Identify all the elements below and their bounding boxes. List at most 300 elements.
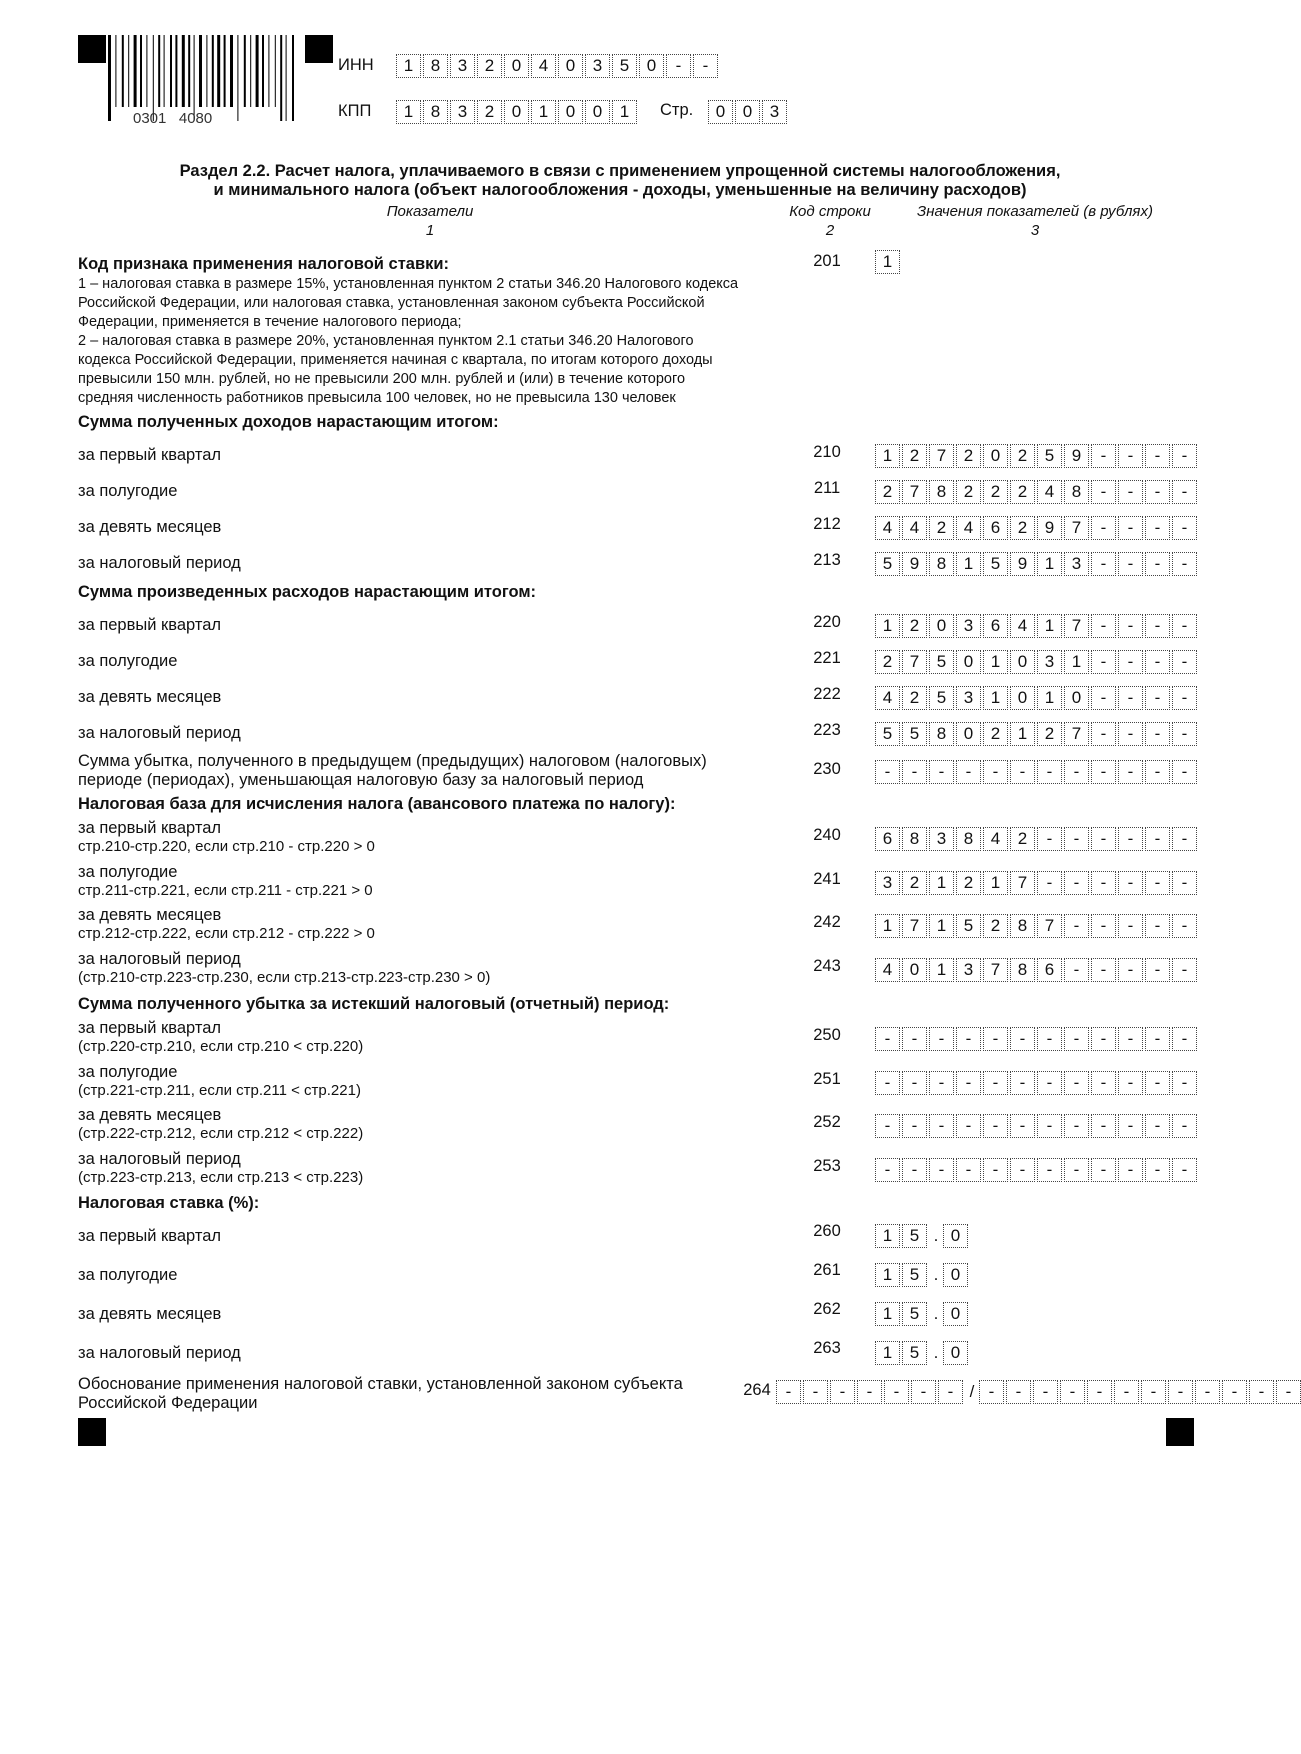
r243-cell-3[interactable]: 1 xyxy=(929,958,954,982)
r240-cell-5[interactable]: 4 xyxy=(983,827,1008,851)
section-title-line1: Раздел 2.2. Расчет налога, уплачиваемого в связи с применением упрощенной системы налогообложения, xyxy=(179,162,1061,180)
r251-cell-6[interactable]: - xyxy=(1010,1071,1035,1095)
r223-cell-9[interactable]: - xyxy=(1091,722,1116,746)
r223-cell-10[interactable]: - xyxy=(1118,722,1143,746)
corner-marker-top-right xyxy=(305,35,333,63)
r242-cell-7[interactable]: 7 xyxy=(1037,914,1062,938)
r220-cell-12[interactable]: - xyxy=(1172,614,1197,638)
r253-cell-7[interactable]: - xyxy=(1037,1158,1062,1182)
r264-right-cell-12[interactable]: - xyxy=(1276,1380,1301,1404)
r213-cell-3[interactable]: 8 xyxy=(929,552,954,576)
r222-cell-6[interactable]: 0 xyxy=(1010,686,1035,710)
r223-cell-8[interactable]: 7 xyxy=(1064,722,1089,746)
r251-cell-8[interactable]: - xyxy=(1064,1071,1089,1095)
amount-field-222[interactable] xyxy=(875,686,1197,710)
rate-field-260[interactable] xyxy=(875,1224,968,1248)
r213-cell-7[interactable]: 1 xyxy=(1037,552,1062,576)
r211-cell-12[interactable]: - xyxy=(1172,480,1197,504)
r264-left-cell-4[interactable]: - xyxy=(857,1380,882,1404)
r220-cell-4[interactable]: 3 xyxy=(956,614,981,638)
inn-cell-7: 0 xyxy=(558,54,583,78)
r252-cell-9[interactable]: - xyxy=(1091,1114,1116,1138)
amount-field-241[interactable] xyxy=(875,871,1197,895)
r241-cell-11[interactable]: - xyxy=(1145,871,1170,895)
r230-field[interactable] xyxy=(875,760,1197,784)
r241-cell-5[interactable]: 1 xyxy=(983,871,1008,895)
r243-cell-7[interactable]: 6 xyxy=(1037,958,1062,982)
r253-cell-1[interactable]: - xyxy=(875,1158,900,1182)
inn-cell-1: 1 xyxy=(396,54,421,78)
r221-cell-8[interactable]: 1 xyxy=(1064,650,1089,674)
r264-left-cell-7[interactable]: - xyxy=(938,1380,963,1404)
r210-cell-2[interactable]: 2 xyxy=(902,444,927,468)
r251-cell-11[interactable]: - xyxy=(1145,1071,1170,1095)
r250-cell-10[interactable]: - xyxy=(1118,1027,1143,1051)
r252-cell-11[interactable]: - xyxy=(1145,1114,1170,1138)
r252-cell-5[interactable]: - xyxy=(983,1114,1008,1138)
r264-right-cell-6[interactable]: - xyxy=(1114,1380,1139,1404)
r242-cell-11[interactable]: - xyxy=(1145,914,1170,938)
r222-cell-5[interactable]: 1 xyxy=(983,686,1008,710)
r253-cell-2[interactable]: - xyxy=(902,1158,927,1182)
r240-cell-4[interactable]: 8 xyxy=(956,827,981,851)
r221-cell-12[interactable]: - xyxy=(1172,650,1197,674)
r221-cell-6[interactable]: 0 xyxy=(1010,650,1035,674)
page-cell-3: 3 xyxy=(762,100,787,124)
income-row-label: за девять месяцев xyxy=(78,518,222,536)
r243-cell-1[interactable]: 4 xyxy=(875,958,900,982)
income-row-code-213: 213 xyxy=(813,551,841,569)
r242-cell-9[interactable]: - xyxy=(1091,914,1116,938)
r230-cell-12[interactable]: - xyxy=(1172,760,1197,784)
r240-cell-12[interactable]: - xyxy=(1172,827,1197,851)
r252-cell-8[interactable]: - xyxy=(1064,1114,1089,1138)
r230-cell-9[interactable]: - xyxy=(1091,760,1116,784)
r263-int-cell-2[interactable]: 5 xyxy=(902,1341,927,1365)
r230-cell-11[interactable]: - xyxy=(1145,760,1170,784)
r212-cell-5[interactable]: 6 xyxy=(983,516,1008,540)
r211-cell-8[interactable]: 8 xyxy=(1064,480,1089,504)
loss-row-label: за девять месяцев (стр.222-стр.212, если стр.212 < стр.222) xyxy=(78,1106,364,1142)
r264-right-cell-3[interactable]: - xyxy=(1033,1380,1058,1404)
r223-cell-3[interactable]: 8 xyxy=(929,722,954,746)
r230-cell-5[interactable]: - xyxy=(983,760,1008,784)
r242-cell-10[interactable]: - xyxy=(1118,914,1143,938)
kpp-label: КПП xyxy=(338,102,372,120)
r223-cell-12[interactable]: - xyxy=(1172,722,1197,746)
amount-field-251[interactable] xyxy=(875,1071,1197,1095)
r250-cell-8[interactable]: - xyxy=(1064,1027,1089,1051)
rate-row-label: за полугодие xyxy=(78,1266,178,1284)
r222-cell-10[interactable]: - xyxy=(1118,686,1143,710)
rate-row-code-262: 262 xyxy=(813,1300,841,1318)
r210-cell-8[interactable]: 9 xyxy=(1064,444,1089,468)
r264-right-cell-4[interactable]: - xyxy=(1060,1380,1085,1404)
r221-cell-2[interactable]: 7 xyxy=(902,650,927,674)
amount-field-220[interactable] xyxy=(875,614,1197,638)
r253-cell-8[interactable]: - xyxy=(1064,1158,1089,1182)
r222-cell-12[interactable]: - xyxy=(1172,686,1197,710)
rate-field-262[interactable] xyxy=(875,1302,968,1326)
r241-cell-4[interactable]: 2 xyxy=(956,871,981,895)
r264-left-cell-3[interactable]: - xyxy=(830,1380,855,1404)
r210-cell-5[interactable]: 0 xyxy=(983,444,1008,468)
r213-cell-4[interactable]: 1 xyxy=(956,552,981,576)
r252-cell-7[interactable]: - xyxy=(1037,1114,1062,1138)
r221-cell-7[interactable]: 3 xyxy=(1037,650,1062,674)
kpp-field xyxy=(396,100,637,124)
r221-cell-5[interactable]: 1 xyxy=(983,650,1008,674)
amount-field-240[interactable] xyxy=(875,827,1197,851)
r230-cell-2[interactable]: - xyxy=(902,760,927,784)
rate-field-263[interactable] xyxy=(875,1341,968,1365)
r253-cell-6[interactable]: - xyxy=(1010,1158,1035,1182)
r263-int-cell-1[interactable]: 1 xyxy=(875,1341,900,1365)
income-row-code-210: 210 xyxy=(813,443,841,461)
r250-cell-1[interactable]: - xyxy=(875,1027,900,1051)
r223-cell-7[interactable]: 2 xyxy=(1037,722,1062,746)
r213-cell-8[interactable]: 3 xyxy=(1064,552,1089,576)
r242-cell-4[interactable]: 5 xyxy=(956,914,981,938)
r211-cell-2[interactable]: 7 xyxy=(902,480,927,504)
r201-field[interactable] xyxy=(875,250,900,274)
r222-cell-3[interactable]: 5 xyxy=(929,686,954,710)
r211-cell-7[interactable]: 4 xyxy=(1037,480,1062,504)
r264-right-cell-5[interactable]: - xyxy=(1087,1380,1112,1404)
r251-cell-3[interactable]: - xyxy=(929,1071,954,1095)
amount-field-252[interactable] xyxy=(875,1114,1197,1138)
r222-cell-2[interactable]: 2 xyxy=(902,686,927,710)
r241-cell-12[interactable]: - xyxy=(1172,871,1197,895)
amount-field-243[interactable] xyxy=(875,958,1197,982)
r250-cell-9[interactable]: - xyxy=(1091,1027,1116,1051)
r220-cell-8[interactable]: 7 xyxy=(1064,614,1089,638)
r240-cell-8[interactable]: - xyxy=(1064,827,1089,851)
r262-int-cell-2[interactable]: 5 xyxy=(902,1302,927,1326)
r211-cell-11[interactable]: - xyxy=(1145,480,1170,504)
income-row-label: за первый квартал xyxy=(78,446,222,464)
r243-cell-9[interactable]: - xyxy=(1091,958,1116,982)
r241-cell-10[interactable]: - xyxy=(1118,871,1143,895)
r253-cell-3[interactable]: - xyxy=(929,1158,954,1182)
r242-cell-12[interactable]: - xyxy=(1172,914,1197,938)
r220-cell-11[interactable]: - xyxy=(1145,614,1170,638)
base-row-code-243: 243 xyxy=(813,956,841,975)
expenses-row-label: за девять месяцев xyxy=(78,688,222,706)
r221-cell-9[interactable]: - xyxy=(1091,650,1116,674)
r241-cell-3[interactable]: 1 xyxy=(929,871,954,895)
base-row-code-241: 241 xyxy=(813,869,841,888)
r252-cell-1[interactable]: - xyxy=(875,1114,900,1138)
expenses-row-code-221: 221 xyxy=(813,649,841,667)
r222-cell-7[interactable]: 1 xyxy=(1037,686,1062,710)
r264-right-cell-7[interactable]: - xyxy=(1141,1380,1166,1404)
r222-cell-11[interactable]: - xyxy=(1145,686,1170,710)
r213-cell-10[interactable]: - xyxy=(1118,552,1143,576)
r220-cell-3[interactable]: 0 xyxy=(929,614,954,638)
r242-cell-1[interactable]: 1 xyxy=(875,914,900,938)
r243-cell-11[interactable]: - xyxy=(1145,958,1170,982)
r264-left-cell-5[interactable]: - xyxy=(884,1380,909,1404)
r263-frac-cell-1[interactable]: 0 xyxy=(943,1341,968,1365)
r264-right-cell-9[interactable]: - xyxy=(1195,1380,1220,1404)
r240-cell-9[interactable]: - xyxy=(1091,827,1116,851)
r212-cell-9[interactable]: - xyxy=(1091,516,1116,540)
r212-cell-1[interactable]: 4 xyxy=(875,516,900,540)
r261-int-cell-1[interactable]: 1 xyxy=(875,1263,900,1287)
r264-left-cell-2[interactable]: - xyxy=(803,1380,828,1404)
r210-cell-4[interactable]: 2 xyxy=(956,444,981,468)
expenses-row-label: за первый квартал xyxy=(78,616,222,634)
r243-cell-12[interactable]: - xyxy=(1172,958,1197,982)
r243-cell-6[interactable]: 8 xyxy=(1010,958,1035,982)
r212-cell-7[interactable]: 9 xyxy=(1037,516,1062,540)
r221-cell-1[interactable]: 2 xyxy=(875,650,900,674)
r240-cell-1[interactable]: 6 xyxy=(875,827,900,851)
r222-cell-1[interactable]: 4 xyxy=(875,686,900,710)
r211-cell-9[interactable]: - xyxy=(1091,480,1116,504)
r211-cell-4[interactable]: 2 xyxy=(956,480,981,504)
base-row-code-240: 240 xyxy=(813,826,841,844)
r213-cell-2[interactable]: 9 xyxy=(902,552,927,576)
r220-cell-7[interactable]: 1 xyxy=(1037,614,1062,638)
r260-int-cell-1[interactable]: 1 xyxy=(875,1224,900,1248)
r213-cell-9[interactable]: - xyxy=(1091,552,1116,576)
r201-title: Код признака применения налоговой ставки: xyxy=(78,255,450,273)
r240-cell-7[interactable]: - xyxy=(1037,827,1062,851)
r230-cell-10[interactable]: - xyxy=(1118,760,1143,784)
r212-cell-6[interactable]: 2 xyxy=(1010,516,1035,540)
r251-cell-10[interactable]: - xyxy=(1118,1071,1143,1095)
r220-cell-5[interactable]: 6 xyxy=(983,614,1008,638)
r212-cell-4[interactable]: 4 xyxy=(956,516,981,540)
r212-cell-8[interactable]: 7 xyxy=(1064,516,1089,540)
r211-cell-1[interactable]: 2 xyxy=(875,480,900,504)
r210-cell-1[interactable]: 1 xyxy=(875,444,900,468)
r251-cell-12[interactable]: - xyxy=(1172,1071,1197,1095)
r251-cell-9[interactable]: - xyxy=(1091,1071,1116,1095)
amount-field-213[interactable] xyxy=(875,552,1197,576)
r213-cell-12[interactable]: - xyxy=(1172,552,1197,576)
amount-field-242[interactable] xyxy=(875,914,1197,938)
r252-cell-2[interactable]: - xyxy=(902,1114,927,1138)
r223-cell-2[interactable]: 5 xyxy=(902,722,927,746)
r250-cell-5[interactable]: - xyxy=(983,1027,1008,1051)
r201-code: 201 xyxy=(813,252,841,270)
r223-cell-4[interactable]: 0 xyxy=(956,722,981,746)
r212-cell-11[interactable]: - xyxy=(1145,516,1170,540)
r220-cell-9[interactable]: - xyxy=(1091,614,1116,638)
loss-row-code-251: 251 xyxy=(813,1069,841,1088)
r213-cell-1[interactable]: 5 xyxy=(875,552,900,576)
r230-cell-1[interactable]: - xyxy=(875,760,900,784)
r253-cell-9[interactable]: - xyxy=(1091,1158,1116,1182)
r220-cell-6[interactable]: 4 xyxy=(1010,614,1035,638)
kpp-cell-5: 0 xyxy=(504,100,529,124)
amount-field-221[interactable] xyxy=(875,650,1197,674)
r223-cell-1[interactable]: 5 xyxy=(875,722,900,746)
r250-cell-11[interactable]: - xyxy=(1145,1027,1170,1051)
r210-cell-11[interactable]: - xyxy=(1145,444,1170,468)
r264-right-cell-2[interactable]: - xyxy=(1006,1380,1031,1404)
expenses-row-code-223: 223 xyxy=(813,721,841,739)
r250-cell-7[interactable]: - xyxy=(1037,1027,1062,1051)
corner-marker-bottom-left xyxy=(78,1418,106,1446)
r242-cell-6[interactable]: 8 xyxy=(1010,914,1035,938)
r220-cell-2[interactable]: 2 xyxy=(902,614,927,638)
r222-cell-4[interactable]: 3 xyxy=(956,686,981,710)
r260-int-cell-2[interactable]: 5 xyxy=(902,1224,927,1248)
r250-cell-4[interactable]: - xyxy=(956,1027,981,1051)
r211-cell-6[interactable]: 2 xyxy=(1010,480,1035,504)
r210-cell-12[interactable]: - xyxy=(1172,444,1197,468)
r242-cell-8[interactable]: - xyxy=(1064,914,1089,938)
r241-cell-2[interactable]: 2 xyxy=(902,871,927,895)
r251-cell-2[interactable]: - xyxy=(902,1071,927,1095)
r241-cell-9[interactable]: - xyxy=(1091,871,1116,895)
r241-cell-7[interactable]: - xyxy=(1037,871,1062,895)
r211-cell-5[interactable]: 2 xyxy=(983,480,1008,504)
r212-cell-2[interactable]: 4 xyxy=(902,516,927,540)
rate-row-label: за девять месяцев xyxy=(78,1305,222,1323)
amount-field-250[interactable] xyxy=(875,1027,1197,1051)
r250-cell-12[interactable]: - xyxy=(1172,1027,1197,1051)
r264-right-cell-10[interactable]: - xyxy=(1222,1380,1247,1404)
base-row-label: за полугодие стр.211-стр.221, если стр.211 - стр.221 > 0 xyxy=(78,862,373,899)
kpp-cell-9: 1 xyxy=(612,100,637,124)
r253-cell-11[interactable]: - xyxy=(1145,1158,1170,1182)
r243-cell-4[interactable]: 3 xyxy=(956,958,981,982)
r212-cell-12[interactable]: - xyxy=(1172,516,1197,540)
r252-cell-4[interactable]: - xyxy=(956,1114,981,1138)
r262-frac-cell-1[interactable]: 0 xyxy=(943,1302,968,1326)
kpp-cell-2: 8 xyxy=(423,100,448,124)
r253-cell-5[interactable]: - xyxy=(983,1158,1008,1182)
r220-cell-1[interactable]: 1 xyxy=(875,614,900,638)
r251-cell-7[interactable]: - xyxy=(1037,1071,1062,1095)
r213-cell-6[interactable]: 9 xyxy=(1010,552,1035,576)
r252-cell-10[interactable]: - xyxy=(1118,1114,1143,1138)
amount-field-212[interactable] xyxy=(875,516,1197,540)
r253-cell-10[interactable]: - xyxy=(1118,1158,1143,1182)
r221-cell-10[interactable]: - xyxy=(1118,650,1143,674)
r223-cell-6[interactable]: 1 xyxy=(1010,722,1035,746)
r252-cell-6[interactable]: - xyxy=(1010,1114,1035,1138)
r240-cell-11[interactable]: - xyxy=(1145,827,1170,851)
r251-cell-1[interactable]: - xyxy=(875,1071,900,1095)
r243-cell-8[interactable]: - xyxy=(1064,958,1089,982)
amount-field-253[interactable] xyxy=(875,1158,1197,1182)
r220-cell-10[interactable]: - xyxy=(1118,614,1143,638)
r211-cell-3[interactable]: 8 xyxy=(929,480,954,504)
slash-separator: / xyxy=(969,1382,975,1401)
r221-cell-4[interactable]: 0 xyxy=(956,650,981,674)
loss-row-label: за полугодие (стр.221-стр.211, если стр.211 < стр.221) xyxy=(78,1062,361,1099)
r210-cell-6[interactable]: 2 xyxy=(1010,444,1035,468)
r222-cell-8[interactable]: 0 xyxy=(1064,686,1089,710)
r250-cell-3[interactable]: - xyxy=(929,1027,954,1051)
r264-left-cell-6[interactable]: - xyxy=(911,1380,936,1404)
r240-cell-10[interactable]: - xyxy=(1118,827,1143,851)
r250-cell-6[interactable]: - xyxy=(1010,1027,1035,1051)
r262-int-cell-1[interactable]: 1 xyxy=(875,1302,900,1326)
inn-cell-11: - xyxy=(666,54,691,78)
r251-cell-4[interactable]: - xyxy=(956,1071,981,1095)
r210-cell-3[interactable]: 7 xyxy=(929,444,954,468)
amount-field-210[interactable] xyxy=(875,444,1197,468)
r230-cell-3[interactable]: - xyxy=(929,760,954,784)
r240-cell-6[interactable]: 2 xyxy=(1010,827,1035,851)
r201-description: 1 – налоговая ставка в размере 15%, установленная пунктом 2 статьи 346.20 Налогового кодекса Российской Федерации, или налоговая ставка, установленная законом субъекта Российской Федерации, применяется в течение налогового периода; 2 – налоговая ставка в размере 20%, установленная пунктом 2.1 статьи 346.20 Налогового кодекса Российской Федерации, применяется начиная с квартала, по итогам которого доходы превысили 150 млн. рублей, но не превысили 200 млн. рублей и (или) в течение которого средняя численность работников превысила 100 человек, но не превысила 130 человек xyxy=(78,276,739,406)
r240-cell-3[interactable]: 3 xyxy=(929,827,954,851)
r210-cell-10[interactable]: - xyxy=(1118,444,1143,468)
amount-field-223[interactable] xyxy=(875,722,1197,746)
r213-cell-5[interactable]: 5 xyxy=(983,552,1008,576)
r250-cell-2[interactable]: - xyxy=(902,1027,927,1051)
r241-cell-1[interactable]: 3 xyxy=(875,871,900,895)
r242-cell-2[interactable]: 7 xyxy=(902,914,927,938)
r242-cell-5[interactable]: 2 xyxy=(983,914,1008,938)
r242-cell-3[interactable]: 1 xyxy=(929,914,954,938)
r221-cell-11[interactable]: - xyxy=(1145,650,1170,674)
income-row-code-212: 212 xyxy=(813,515,841,533)
r223-cell-5[interactable]: 2 xyxy=(983,722,1008,746)
r212-cell-10[interactable]: - xyxy=(1118,516,1143,540)
r252-cell-3[interactable]: - xyxy=(929,1114,954,1138)
r211-cell-10[interactable]: - xyxy=(1118,480,1143,504)
r223-cell-11[interactable]: - xyxy=(1145,722,1170,746)
r210-cell-7[interactable]: 5 xyxy=(1037,444,1062,468)
r251-cell-5[interactable]: - xyxy=(983,1071,1008,1095)
r230-cell-6[interactable]: - xyxy=(1010,760,1035,784)
r210-cell-9[interactable]: - xyxy=(1091,444,1116,468)
r264-right-cell-8[interactable]: - xyxy=(1168,1380,1193,1404)
r230-cell-4[interactable]: - xyxy=(956,760,981,784)
page-number-field xyxy=(708,100,787,124)
r243-cell-2[interactable]: 0 xyxy=(902,958,927,982)
r261-frac-cell-1[interactable]: 0 xyxy=(943,1263,968,1287)
base-row-code-242: 242 xyxy=(813,913,841,931)
r230-cell-7[interactable]: - xyxy=(1037,760,1062,784)
r243-cell-5[interactable]: 7 xyxy=(983,958,1008,982)
r260-frac-cell-1[interactable]: 0 xyxy=(943,1224,968,1248)
r212-cell-3[interactable]: 2 xyxy=(929,516,954,540)
r230-label: Сумма убытка, полученного в предыдущем (предыдущих) налоговом (налоговых) периоде (периодах), уменьшающая налоговую базу за налоговый период xyxy=(78,752,707,789)
r261-int-cell-2[interactable]: 5 xyxy=(902,1263,927,1287)
inn-label: ИНН xyxy=(338,56,374,74)
r264-left-cell-1[interactable]: - xyxy=(776,1380,801,1404)
r264-field[interactable] xyxy=(776,1380,1301,1404)
r241-cell-8[interactable]: - xyxy=(1064,871,1089,895)
r253-cell-12[interactable]: - xyxy=(1172,1158,1197,1182)
r253-cell-4[interactable]: - xyxy=(956,1158,981,1182)
expenses-row-code-220: 220 xyxy=(813,613,841,631)
r213-cell-11[interactable]: - xyxy=(1145,552,1170,576)
r240-cell-2[interactable]: 8 xyxy=(902,827,927,851)
r201-cell[interactable]: 1 xyxy=(875,250,900,274)
r221-cell-3[interactable]: 5 xyxy=(929,650,954,674)
amount-field-211[interactable] xyxy=(875,480,1197,504)
r241-cell-6[interactable]: 7 xyxy=(1010,871,1035,895)
rate-row-code-260: 260 xyxy=(813,1222,841,1240)
r222-cell-9[interactable]: - xyxy=(1091,686,1116,710)
r264-right-cell-11[interactable]: - xyxy=(1249,1380,1274,1404)
r243-cell-10[interactable]: - xyxy=(1118,958,1143,982)
r230-cell-8[interactable]: - xyxy=(1064,760,1089,784)
r264-right-cell-1[interactable]: - xyxy=(979,1380,1004,1404)
r252-cell-12[interactable]: - xyxy=(1172,1114,1197,1138)
rate-field-261[interactable] xyxy=(875,1263,968,1287)
